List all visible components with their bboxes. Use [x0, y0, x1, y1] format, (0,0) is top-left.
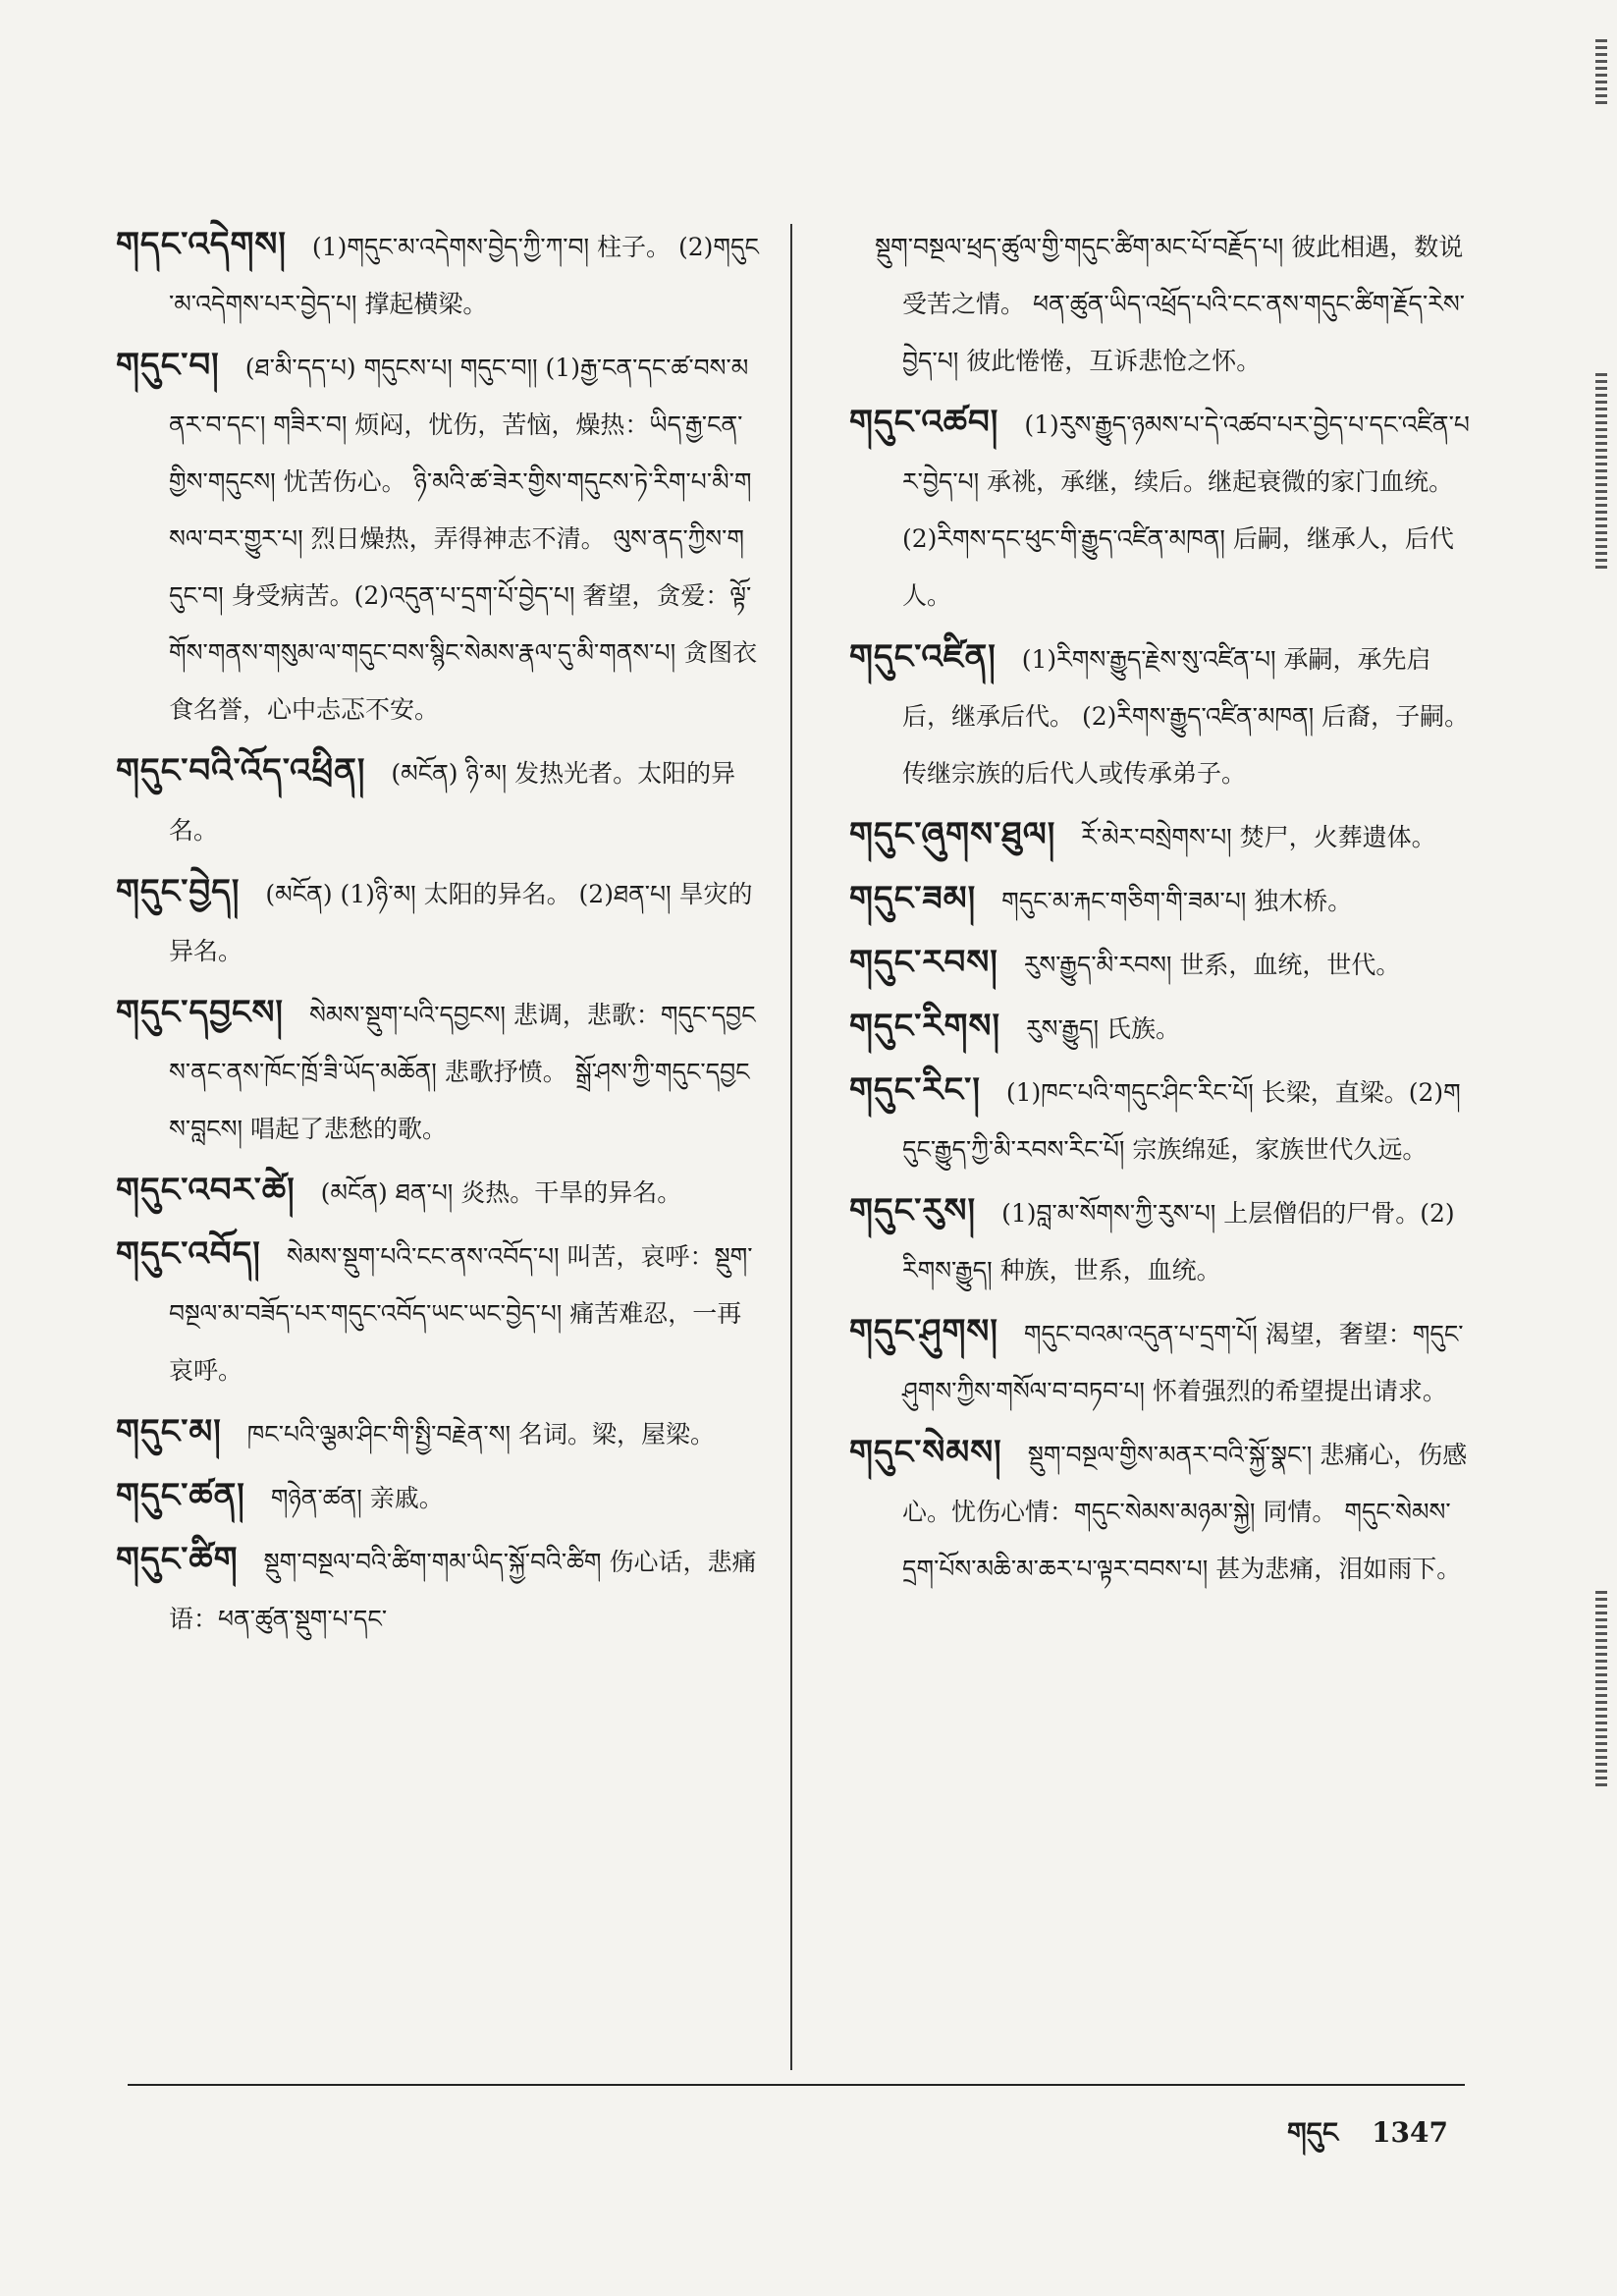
page-footer	[1287, 2102, 1448, 2179]
column-divider	[790, 224, 792, 2070]
entry-headword: གདུང་བའི་འོད་འཕྲིན།	[116, 751, 366, 791]
page-number: 1347	[1372, 2116, 1448, 2149]
entry-definition: སྡུག་བསྔལ་གྱིས་མནར་བའི་སྐྱོ་སྣང་། 悲痛心，伤感心。忧伤心情：གདུང་སེམས་མཉམ་སྐྱེ། 同情。 གདུང་སེམས་དྲག་པོས་མཆི་མ་ཆར་པ་ལྟར་བབས་པ། 甚为悲痛，泪如雨下。	[902, 1441, 1468, 1583]
entry-definition: (1)རིགས་རྒྱུད་རྗེས་སུ་འཛིན་པ། 承嗣，承先启后，继承后代。 (2)རིགས་རྒྱུད་འཛིན་མཁན། 后裔，子嗣。传继宗族的后代人或传承弟子。	[902, 645, 1470, 788]
dictionary-entry	[116, 1531, 764, 1648]
edge-mark	[1595, 39, 1607, 108]
entry-headword: གདུང་སེམས།	[849, 1433, 1002, 1472]
entry-headword: གདུང་ཚིག	[116, 1540, 239, 1579]
dictionary-entry	[849, 629, 1470, 802]
entry-headword: གདུང་རིང་།	[849, 1070, 981, 1110]
entry-headword: གདུང་རབས།	[849, 943, 998, 982]
entry-definition: (མངོན) ཐན་པ། 炎热。干旱的异名。	[320, 1178, 682, 1207]
entry-definition: རུས་རྒྱུད། 氏族。	[1026, 1014, 1181, 1043]
entry-definition: གདུང་བའམ་འདུན་པ་དྲག་པོ། 渴望，奢望：གདུང་ཤུགས་ཀྱིས་གསོལ་བ་བཏབ་པ། 怀着强烈的希望提出请求。	[902, 1320, 1464, 1405]
entry-headword: གདུང་འབོད།	[116, 1234, 261, 1274]
dictionary-entry	[849, 1062, 1470, 1178]
entry-definition: (མངོན) ཉི་མ། 发热光者。太阳的异名。	[169, 759, 736, 845]
dictionary-entry	[116, 1467, 764, 1527]
entry-headword: གདུང་ཤུགས།	[849, 1312, 998, 1351]
entry-definition: སྡུག་བསྔལ་ཕྲད་ཚུལ་གྱི་གདུང་ཚིག་མང་པོ་བརྗོད་པ། 彼此相遇，数说受苦之情。 ཕན་ཚུན་ཡིད་འཕྲོད་པའི་ངང་ནས་གདུང་ཚིག་རྗོད་རེས་བྱེད་པ། 彼此惓惓，互诉悲怆之怀。	[875, 233, 1465, 375]
entry-headword: གདུང་དབྱངས།	[116, 993, 284, 1032]
entry-headword: གདུང་བྱེད།	[116, 872, 241, 911]
dictionary-entry	[849, 1424, 1470, 1598]
left-column	[116, 216, 764, 1652]
dictionary-entry	[849, 1303, 1470, 1420]
edge-mark	[1595, 1591, 1607, 1787]
entry-definition: (1)རུས་རྒྱུད་ཉམས་པ་དེ་འཚབ་པར་བྱེད་པ་དང་འཛིན་པར་བྱེད་པ། 承祧，承继，续后。继起衰微的家门血统。(2)རིགས་དང་ཕུང་གི་རྒྱུད་འཛིན་མཁན། 后嗣，继承人，后代人。	[902, 410, 1470, 610]
footer-rule	[128, 2084, 1465, 2086]
entry-definition: སེམས་སྡུག་པའི་དབྱངས། 悲调，悲歌：གདུང་དབྱངས་ནང་ནས་ཁོང་ཁྲོ་ཟི་ཡོད་མཆོན། 悲歌抒愤。 སྒྲོ་ཤས་ཀྱི་གདུང་དབྱངས་བླངས། 唱起了悲愁的歌。	[169, 1001, 756, 1143]
dictionary-entry	[116, 1403, 764, 1463]
entry-definition: (1)ཁང་པའི་གདུང་ཤིང་རིང་པོ། 长梁，直梁。(2)གདུང་རྒྱུད་ཀྱི་མི་རབས་རིང་པོ། 宗族绵延，家族世代久远。	[902, 1078, 1461, 1164]
entry-definition: སྡུག་བསྔལ་བའི་ཚིག་གམ་ཡིད་སྐྱོ་བའི་ཚིག 伤心话，悲痛语：ཕན་ཚུན་སྡུག་པ་དང་	[169, 1548, 757, 1633]
entry-definition: (1)གདུང་མ་འདེགས་བྱེད་ཀྱི་ཀ་བ། 柱子。 (2)གདུང་མ་འདེགས་པར་བྱེད་པ། 撑起横梁。	[169, 233, 759, 318]
dictionary-entry	[116, 216, 764, 333]
dictionary-entry	[849, 806, 1470, 866]
entry-definition: (ཐ་མི་དད་པ) གདུངས་པ། གདུང་བ།། (1)རྒྱ་ངན་དང་ཚ་བས་མནར་བ་དང་། གཟིར་བ། 烦闷，忧伤，苦恼，燥热：ཡིད་རྒྱ་ངན་གྱིས་གདུངས། 忧苦伤心。 ཉི་མའི་ཚ་ཟེར་གྱིས་གདུངས་ཏེ་རིག་པ་མི་གསལ་བར་གྱུར་པ། 烈日燥热，弄得神志不清。 ལུས་ནད་ཀྱིས་གདུང་བ། 身受病苦。(2)འདུན་པ་དྲག་པོ་བྱེད་པ། 奢望，贪爱：ལྟོ་གོས་གནས་གསུམ་ལ་གདུང་བས་སྙིང་སེམས་རྣལ་དུ་མི་གནས་པ། 贪图衣食名誉，心中忐忑不安。	[169, 354, 758, 724]
dictionary-entry	[116, 337, 764, 738]
dictionary-entry	[849, 934, 1470, 994]
dictionary-entry	[849, 216, 1470, 390]
entry-headword: གདུང་འབར་ཚེ།	[116, 1171, 296, 1210]
dictionary-entry	[849, 870, 1470, 930]
entry-headword: གདུང་འཚབ།	[849, 403, 999, 442]
dictionary-entry	[849, 394, 1470, 625]
entry-headword: གདུང་རུས།	[849, 1191, 977, 1230]
entry-headword: གདུང་འཛིན།	[849, 637, 997, 677]
dictionary-entry	[116, 1226, 764, 1399]
dictionary-entry	[116, 863, 764, 980]
entry-headword: གདུང་ཟམ།	[849, 879, 977, 918]
entry-headword: གདང་འདེགས།	[116, 225, 287, 264]
running-head: གདུང	[1286, 2116, 1339, 2149]
dictionary-entry	[849, 1182, 1470, 1299]
entry-headword: གདུང་ཚན།	[116, 1476, 245, 1515]
entry-definition: རོ་མེར་བསྲེགས་པ། 焚尸，火葬遗体。	[1081, 823, 1436, 851]
entry-definition: (མངོན) (1)ཉི་མ། 太阳的异名。 (2)ཐན་པ། 旱灾的异名。	[169, 880, 753, 965]
dictionary-entry	[116, 1162, 764, 1222]
entry-headword: གདུང་རིགས།	[849, 1007, 1000, 1046]
entry-definition: སེམས་སྡུག་པའི་ངང་ནས་འབོད་པ། 叫苦，哀呼：སྡུག་བསྔལ་མ་བཟོད་པར་གདུང་འབོད་ཡང་ཡང་བྱེད་པ། 痛苦难忍，一再哀呼。	[169, 1242, 753, 1385]
right-column	[849, 216, 1470, 1602]
entry-headword: གདུང་ཞུགས་ཐུལ།	[849, 815, 1056, 854]
dictionary-entry	[116, 984, 764, 1158]
entry-definition: གཉེན་ཚན། 亲戚。	[270, 1484, 444, 1512]
dictionary-entry	[849, 998, 1470, 1058]
entry-definition: རུས་རྒྱུད་མི་རབས། 世系，血统，世代。	[1023, 951, 1401, 979]
edge-mark	[1595, 373, 1607, 570]
entry-definition: (1)བླ་མ་སོགས་ཀྱི་རུས་པ། 上层僧侣的尸骨。(2)རིགས་རྒྱུད། 种族，世系，血统。	[902, 1199, 1455, 1285]
entry-headword: གདུང་བ།	[116, 346, 220, 385]
dictionary-entry	[116, 742, 764, 859]
entry-definition: ཁང་པའི་ལྕམ་ཤིང་གི་སྤྱི་བརྗེན་ས། 名词。梁，屋梁。	[246, 1420, 715, 1449]
entry-headword: གདུང་མ།	[116, 1412, 222, 1451]
entry-definition: གདུང་མ་རྐང་གཅིག་གི་ཟམ་པ། 独木桥。	[1001, 887, 1353, 915]
